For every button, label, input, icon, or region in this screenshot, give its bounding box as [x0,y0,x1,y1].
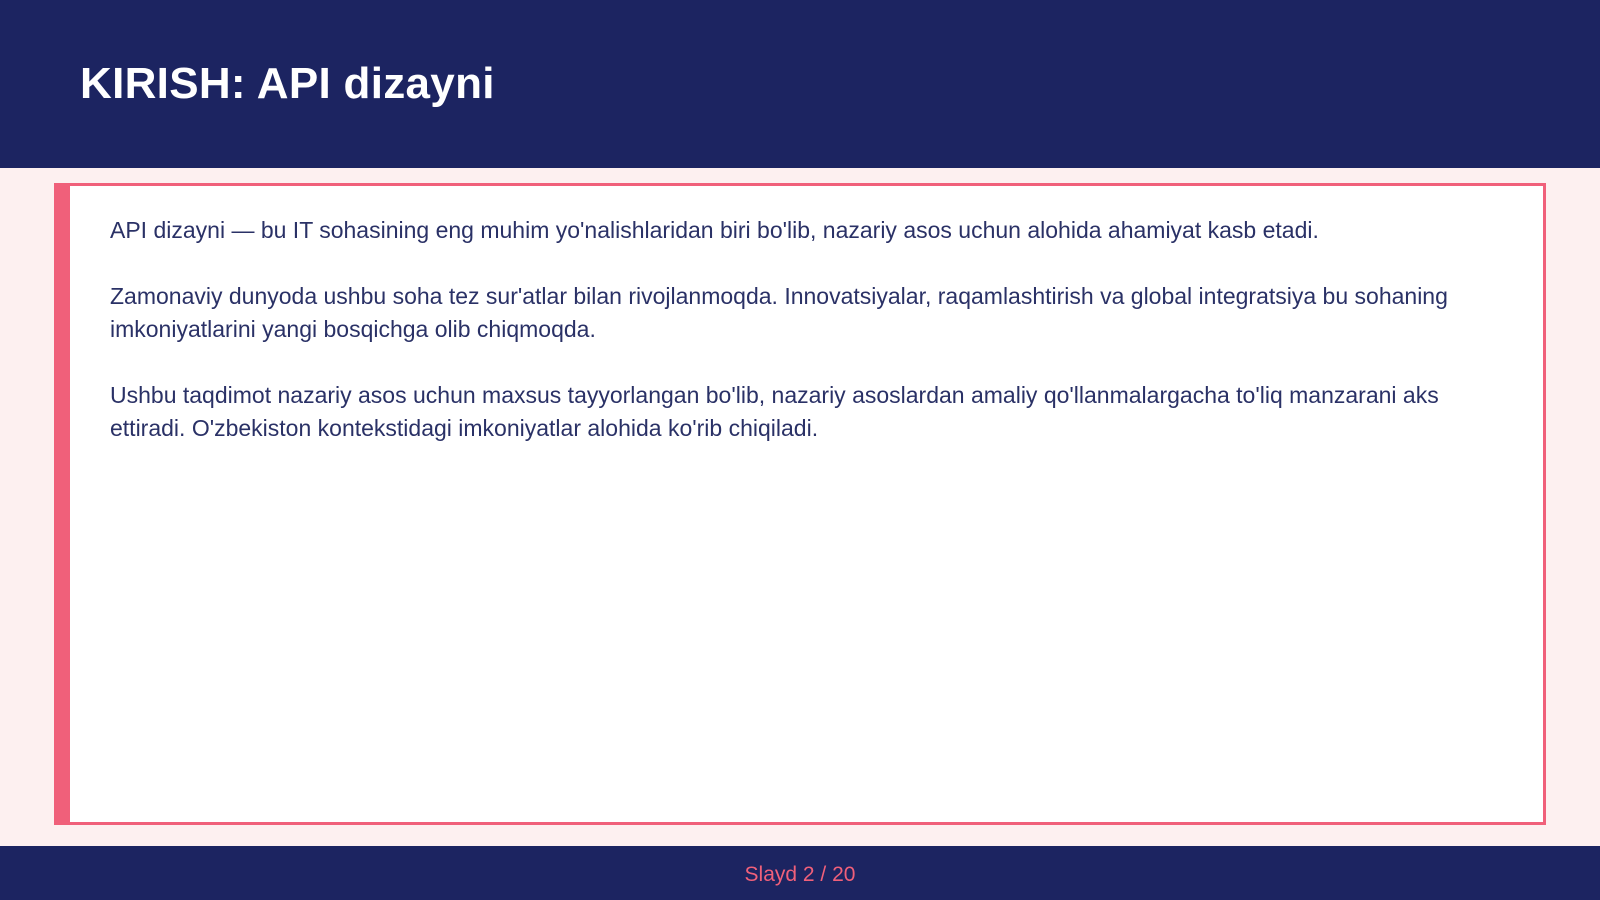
slide-header [0,0,1600,168]
paragraph-modern-world: Zamonaviy dunyoda ushbu soha tez sur'atlar bilan rivojlanmoqda. Innovatsiyalar, raqamlashtirish va global integratsiya bu sohaning imkoniyatlarini yangi bosqichga olib chiqmoqda. [110,283,1448,342]
slide-title: KIRISH: API dizayni [80,59,495,108]
slide-number: Slayd 2 / 20 [744,863,856,886]
content-panel [54,183,1546,825]
paragraph-presentation-scope: Ushbu taqdimot nazariy asos uchun maxsus tayyorlangan bo'lib, nazariy asoslardan amaliy qo'llanmalargacha to'liq manzarani aks ettiradi. O'zbekiston kontekstidagi imkoniyatlar alohida ko'rib chiqiladi. [110,382,1439,441]
slide-footer [0,846,1600,900]
content-body [110,214,1491,478]
paragraph-intro: API dizayni — bu IT sohasining eng muhim yo'nalishlaridan biri bo'lib, nazariy asos uchun alohida ahamiyat kasb etadi. [110,217,1319,243]
